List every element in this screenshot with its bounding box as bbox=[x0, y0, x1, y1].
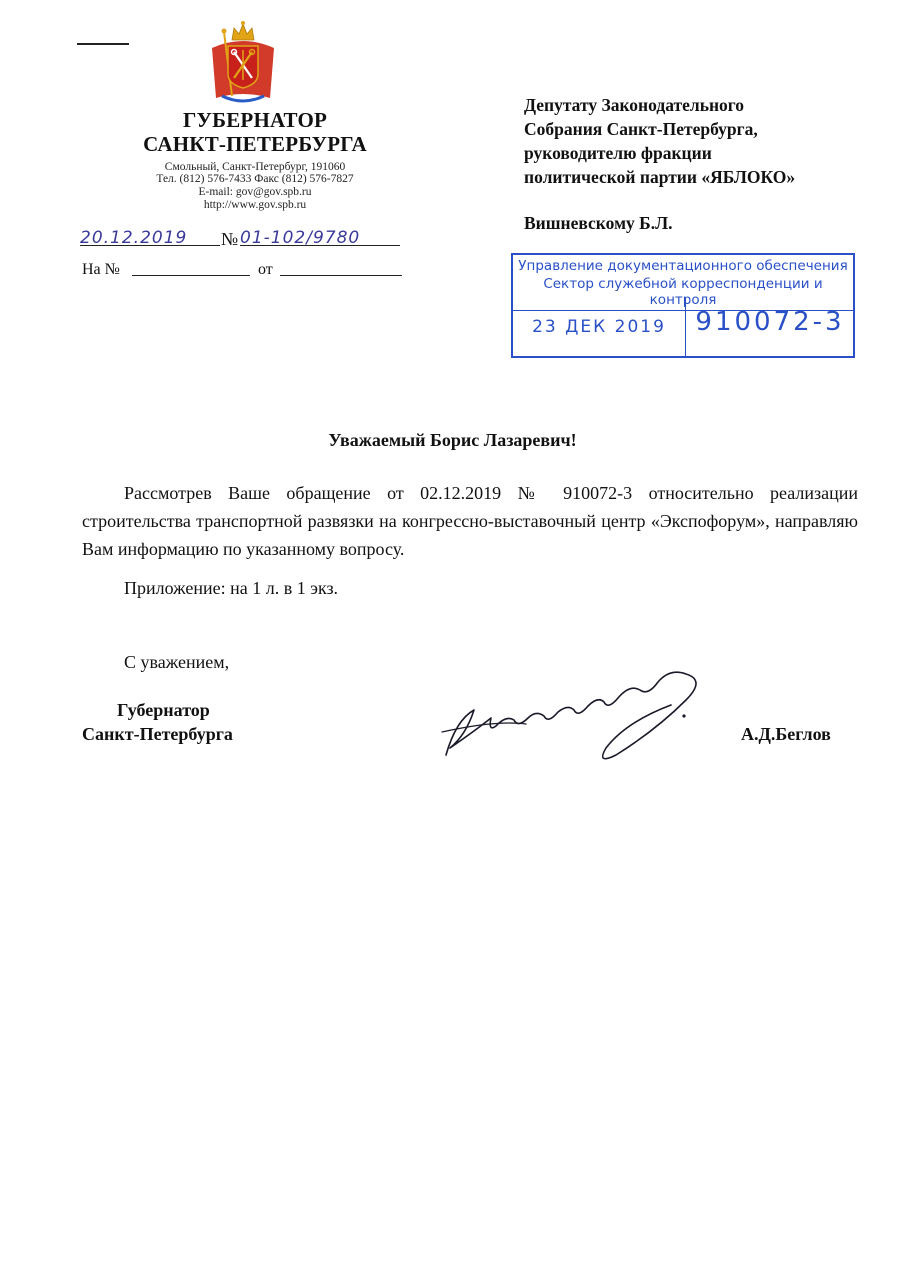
org-title-line2: САНКТ-ПЕТЕРБУРГА bbox=[143, 132, 367, 156]
closing-phrase: С уважением, bbox=[124, 652, 230, 672]
signatory-title-line2: Санкт-Петербурга bbox=[82, 724, 233, 744]
outgoing-number: 01-102/9780 bbox=[240, 228, 361, 248]
letter-body: Рассмотрев Ваше обращение от 02.12.2019 № 910072-3 относительно реализации строительства транспортной развязки на конгрессно-выставочный центр «Экспофорум», направляю Вам информацию по указанному вопросу. bbox=[82, 483, 858, 559]
reply-from-label: от bbox=[258, 261, 273, 278]
addressee-name: Вишневскому Б.Л. bbox=[524, 213, 673, 233]
coat-of-arms-emblem bbox=[204, 18, 282, 106]
outgoing-date: 20.12.2019 bbox=[80, 228, 188, 248]
handwritten-signature bbox=[436, 660, 726, 770]
org-email: E-mail: gov@gov.spb.ru bbox=[198, 186, 312, 198]
outgoing-date-field bbox=[80, 228, 220, 246]
stamp-divider bbox=[685, 297, 686, 356]
corner-dash-mark bbox=[77, 43, 129, 45]
org-phones: Тел. (812) 576-7433 Факс (812) 576-7827 bbox=[156, 173, 354, 185]
stamp-date: 23 ДЕК 2019 bbox=[532, 317, 666, 337]
signatory-name: А.Д.Беглов bbox=[741, 724, 831, 744]
stamp-number: 910072-3 bbox=[695, 307, 845, 337]
attachment-note: Приложение: на 1 л. в 1 экз. bbox=[124, 578, 339, 598]
outgoing-number-field bbox=[240, 228, 400, 246]
salutation: Уважаемый Борис Лазаревич! bbox=[328, 430, 577, 450]
number-label: № bbox=[221, 229, 239, 249]
addressee-line3: руководителю фракции bbox=[524, 143, 712, 163]
signatory-title-line1: Губернатор bbox=[117, 700, 210, 720]
org-title-line1: ГУБЕРНАТОР bbox=[182, 108, 328, 132]
addressee-line2: Собрания Санкт-Петербурга, bbox=[524, 119, 758, 139]
reply-from-blank bbox=[280, 259, 402, 276]
org-address: Смольный, Санкт-Петербург, 191060 bbox=[164, 161, 346, 173]
org-website: http://www.gov.spb.ru bbox=[203, 199, 307, 211]
reply-number-label: На № bbox=[82, 261, 120, 278]
reply-number-blank bbox=[132, 259, 250, 276]
stamp-department: Управление документационного обеспечения bbox=[518, 258, 848, 274]
addressee-line1: Депутату Законодательного bbox=[524, 95, 745, 115]
registration-stamp bbox=[511, 253, 855, 358]
addressee-line4: политической партии «ЯБЛОКО» bbox=[524, 167, 796, 187]
stamp-sector: Сектор служебной корреспонденции и контроля bbox=[513, 276, 853, 311]
